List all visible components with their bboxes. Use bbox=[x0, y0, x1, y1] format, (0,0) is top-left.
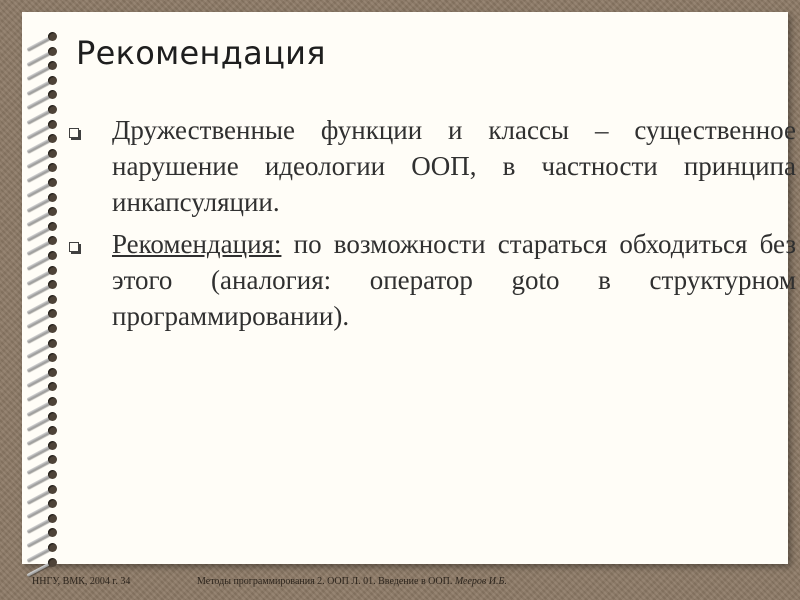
binding-ring-icon bbox=[26, 366, 62, 378]
bullet-list bbox=[62, 112, 796, 340]
binding-ring-icon bbox=[26, 468, 62, 480]
binding-ring-icon bbox=[26, 220, 62, 232]
footer-course: Методы программирования 2. ООП Л. 01. Введение в ООП. bbox=[197, 576, 455, 587]
binding-ring-icon bbox=[26, 264, 62, 276]
slide-title: Рекомендация bbox=[76, 34, 326, 72]
binding-ring-icon bbox=[26, 380, 62, 392]
binding-ring-icon bbox=[26, 191, 62, 203]
binding-ring-icon bbox=[26, 147, 62, 159]
binding-ring-icon bbox=[26, 278, 62, 290]
binding-ring-icon bbox=[26, 453, 62, 465]
binding-ring-icon bbox=[26, 74, 62, 86]
bullet-text: по возможности стараться обходиться без этого (аналогия: оператор goto в структурном программировании). bbox=[112, 229, 796, 331]
binding-ring-icon bbox=[26, 88, 62, 100]
binding-ring-icon bbox=[26, 395, 62, 407]
binding-ring-icon bbox=[26, 483, 62, 495]
binding-ring-icon bbox=[26, 526, 62, 538]
binding-ring-icon bbox=[26, 512, 62, 524]
binding-ring-icon bbox=[26, 30, 62, 42]
binding-ring-icon bbox=[26, 132, 62, 144]
binding-ring-icon bbox=[26, 59, 62, 71]
binding-ring-icon bbox=[26, 249, 62, 261]
binding-ring-icon bbox=[26, 234, 62, 246]
slide-paper bbox=[22, 12, 796, 564]
binding-ring-icon bbox=[26, 351, 62, 363]
binding-ring-icon bbox=[26, 410, 62, 422]
binding-ring-icon bbox=[26, 322, 62, 334]
binding-ring-icon bbox=[26, 424, 62, 436]
bullet-text: Дружественные функции и классы – существенное нарушение идеологии ООП, в частности принципа инкапсуляции. bbox=[112, 115, 796, 217]
footer-institution-page: ННГУ, ВМК, 2004 г. 34 bbox=[32, 576, 131, 587]
bullet-item-friend-functions bbox=[62, 112, 796, 220]
binding-ring-icon bbox=[26, 556, 62, 568]
binding-ring-icon bbox=[26, 337, 62, 349]
square-bullet-icon bbox=[69, 242, 79, 252]
binding-ring-icon bbox=[26, 118, 62, 130]
binding-ring-icon bbox=[26, 497, 62, 509]
slide-footer bbox=[0, 576, 800, 592]
binding-ring-icon bbox=[26, 293, 62, 305]
footer-author: Мееров И.Б. bbox=[454, 576, 507, 587]
spiral-binding bbox=[22, 30, 66, 570]
bullet-lead: Рекомендация: bbox=[112, 229, 282, 259]
binding-ring-icon bbox=[26, 541, 62, 553]
bullet-item-recommendation bbox=[62, 226, 796, 334]
binding-ring-icon bbox=[26, 205, 62, 217]
binding-ring-icon bbox=[26, 45, 62, 57]
binding-ring-icon bbox=[26, 103, 62, 115]
binding-ring-icon bbox=[26, 307, 62, 319]
footer-course-info bbox=[197, 576, 507, 587]
square-bullet-icon bbox=[69, 128, 79, 138]
binding-ring-icon bbox=[26, 161, 62, 173]
binding-ring-icon bbox=[26, 176, 62, 188]
binding-ring-icon bbox=[26, 439, 62, 451]
